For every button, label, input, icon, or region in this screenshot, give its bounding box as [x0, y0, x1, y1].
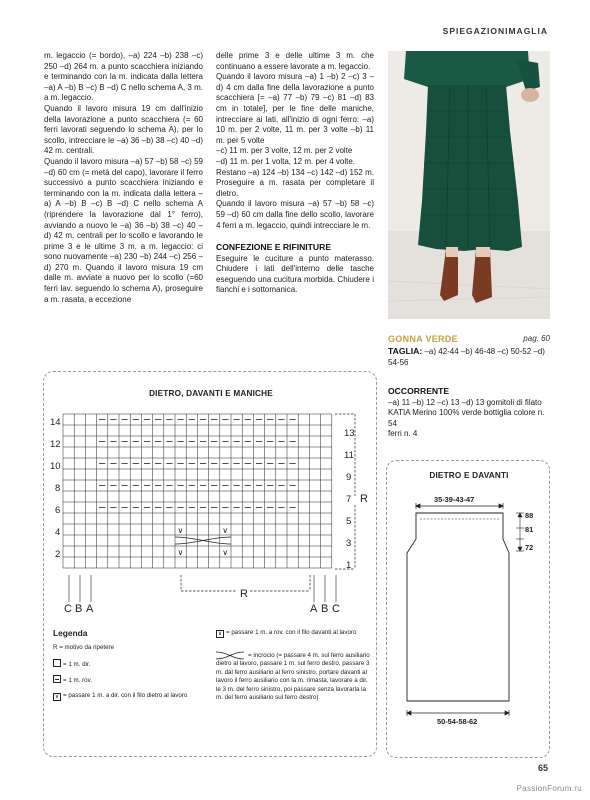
- legend-repeat: R = motivo da ripetere: [53, 644, 115, 652]
- paragraph: delle prime 3 e delle ultime 3 m. che continuano a essere lavorate a m. legaccio.: [216, 51, 374, 71]
- confezione-text: Eseguire le cuciture a punto materasso. Chiudere i lati dell'interno delle tasche eseguendo una cucitura morbida. Chiudere i fianchi e i sottomanica.: [216, 253, 374, 295]
- legend-slip-front: [216, 629, 371, 638]
- skirt-schema-title: DIETRO E DAVANTI: [429, 471, 509, 480]
- row-number: 13: [344, 428, 355, 439]
- row-number: 2: [55, 549, 61, 560]
- section-label-spiegazioni: SPIEGAZIONI: [442, 26, 509, 36]
- row-number: 8: [55, 483, 61, 494]
- paragraph: Quando il lavoro misura 19 cm dall'inizio della lavorazione a punto scacchiera (= 60 ferri lavorati seguendo lo schema A), per lo scollo, intrecciare le –a) 36 –b) 38 –c) 40 –d) 42 m. centrali.: [44, 103, 203, 156]
- paragraph: Quando il lavoro misura –a) 57 –b) 58 –c) 59 –d) 60 cm dalla fine dello scollo, lavorare 4 ferri a m. legaccio, quindi intrecciare le m.: [216, 199, 374, 230]
- instructions-column-2: [216, 51, 374, 296]
- legend-purl: [53, 675, 208, 685]
- column-letter: C: [332, 603, 340, 615]
- row-number: 12: [50, 439, 61, 450]
- chart-grid: [63, 414, 332, 568]
- skirt-size: [388, 346, 552, 368]
- column-letter: C: [64, 603, 72, 615]
- paragraph: Quando il lavoro misura –a) 1 –b) 2 –c) 3 –d) 4 cm dalla fine della lavorazione a punto scacchiera [= –a) 77 –b) 79 –c) 81 –d) 83 cm in totale], per le fine delle maniche, intrecciare ai lati, all'inizio di ogni ferro: –a) 10 m. per 2 volte, 11 m. per 3 volte –b) 11 m. per 5 volte: [216, 72, 374, 145]
- page-reference: pag. 60: [523, 334, 550, 343]
- paragraph: m. legaccio (= bordo), –a) 224 –b) 238 –c) 250 –d) 264 m. a punto scacchiera iniziando e terminando con la m. indicata dalla lettera –a) A –b) B –c) B –d) C nello schema A, 3 m. a m. legaccio.: [44, 51, 203, 103]
- skirt-materials: [388, 386, 552, 440]
- legend-title: Legenda: [53, 628, 88, 638]
- row-number: 14: [50, 417, 61, 428]
- size-label: TAGLIA:: [388, 346, 423, 356]
- purl-symbol-icon: [53, 675, 61, 683]
- height-label-2: 81: [525, 525, 534, 534]
- row-number: 1: [346, 560, 352, 571]
- svg-text:∨: ∨: [177, 548, 184, 557]
- skirt-name: GONNA VERDE: [388, 334, 458, 344]
- legend-knit-text: = 1 m. dir.: [63, 660, 91, 668]
- skirt-title: [388, 334, 550, 344]
- legend-slip-back: [53, 692, 208, 701]
- materials-label: OCCORRENTE: [388, 386, 450, 396]
- column-letter: B: [321, 603, 329, 615]
- row-number: 4: [55, 527, 61, 538]
- skirt-schema-box: [386, 460, 550, 758]
- knit-symbol-icon: [53, 659, 61, 667]
- legend-left: [53, 629, 208, 701]
- skirt-photo-illustration: [388, 51, 550, 319]
- row-number: 7: [346, 494, 352, 505]
- section-header: [443, 26, 548, 36]
- repeat-marker-right: R: [360, 493, 368, 505]
- section-label-maglia: MAGLIA: [508, 26, 548, 36]
- row-number: 10: [50, 461, 61, 472]
- column-letter: A: [86, 603, 94, 615]
- row-number: 5: [346, 516, 352, 527]
- slip-front-symbol-icon: ∨: [217, 631, 223, 637]
- repeat-marker-bottom: R: [240, 588, 248, 600]
- chart-box: [43, 371, 377, 757]
- size-value: –a) 42-44 –b) 46-48 –c) 50-52 –d) 54-56: [388, 347, 545, 367]
- column-letter: A: [310, 603, 318, 615]
- legend-knit: [53, 659, 208, 669]
- row-number: 3: [346, 538, 352, 549]
- paragraph: –c) 11 m. per 3 volte, 12 m. per 2 volte: [216, 146, 353, 156]
- needles-text: ferri n. 4: [388, 429, 418, 439]
- skirt-schema-drawing: [387, 461, 551, 759]
- slip-back-symbol-icon: ∨: [54, 693, 60, 700]
- page-number: 65: [537, 763, 548, 773]
- legend-right: [216, 629, 371, 702]
- svg-text:∨: ∨: [177, 526, 184, 535]
- skirt-photo: [388, 51, 550, 319]
- row-number: 9: [346, 472, 352, 483]
- paragraph: Restano –a) 124 –b) 134 –c) 142 –d) 152 m. Proseguire a m. rasata per completare il dietro.: [216, 167, 374, 198]
- legend-cross: = incrocio (= passare 4 m. sul ferro ausiliario dietro al lavoro, passare 1 m. sul ferro destro, passare 3 m. dal ferro ausiliario al ferro sinistro, portare davanti al lavoro il ferro ausiliario con la m. rimasta, lavorare a dir. le 3 m. del ferro sinistro, poi passare senza lavorarla la m. del ferro ausiliario sul ferro destro): [216, 652, 370, 702]
- height-label-1: 88: [525, 511, 534, 520]
- paragraph: –d) 11 m. per 1 volta, 12 m. per 4 volte.: [216, 156, 356, 166]
- row-number: 11: [344, 450, 354, 461]
- legend-slip-back-text: = passare 1 m. a dir. con il filo dietro al lavoro: [63, 691, 188, 699]
- bottom-width-label: 50-54-58-62: [437, 717, 478, 726]
- legend-purl-text: = 1 m. rov.: [63, 677, 92, 685]
- svg-text:∨: ∨: [222, 526, 229, 535]
- instructions-column-1: [44, 51, 203, 305]
- row-number: 6: [55, 505, 61, 516]
- paragraph: Quando il lavoro misura –a) 57 –b) 58 –c) 59 –d) 60 cm (= metà del capo), lavorare il ferro successivo a punto scacchiera iniziando e terminando con la m. indicata dalla lettera –a) A –b) B –c) B –d) C nello schema A (riprendere la lavorazione dal 1° ferro), avviando a nuovo le –a) 36 –b) 38 –c) 40 –d) 42 m. centrali per lo scollo e lavorando le prime 3 e le ultime 3 m. a m. legaccio: ci sono nuovamente –a) 230 –b) 244 –c) 256 –d) 270 m. Quando il lavoro misura 19 cm dalle m. avviate a nuovo per lo scollo (=60 ferri lav. seguendo lo schema A), proseguire a m. rasata, a eccezione: [44, 156, 203, 304]
- chart-title: DIETRO, DAVANTI E MANICHE: [149, 389, 273, 398]
- materials-text: –a) 11 –b) 12 –c) 13 –d) 13 gomitoli di filato KATIA Merino 100% verde bottiglia colore n. 54: [388, 397, 545, 428]
- top-width-label: 35-39-43-47: [434, 495, 475, 504]
- confezione-title: CONFEZIONE E RIFINITURE: [216, 242, 332, 253]
- height-label-3: 72: [525, 543, 534, 552]
- legend-slip-front-text: = passare 1 m. a rov. con il filo davanti al lavoro: [226, 629, 357, 636]
- column-letter: B: [75, 603, 83, 615]
- watermark: PassionForum.ru: [516, 784, 582, 793]
- svg-text:∨: ∨: [222, 548, 229, 557]
